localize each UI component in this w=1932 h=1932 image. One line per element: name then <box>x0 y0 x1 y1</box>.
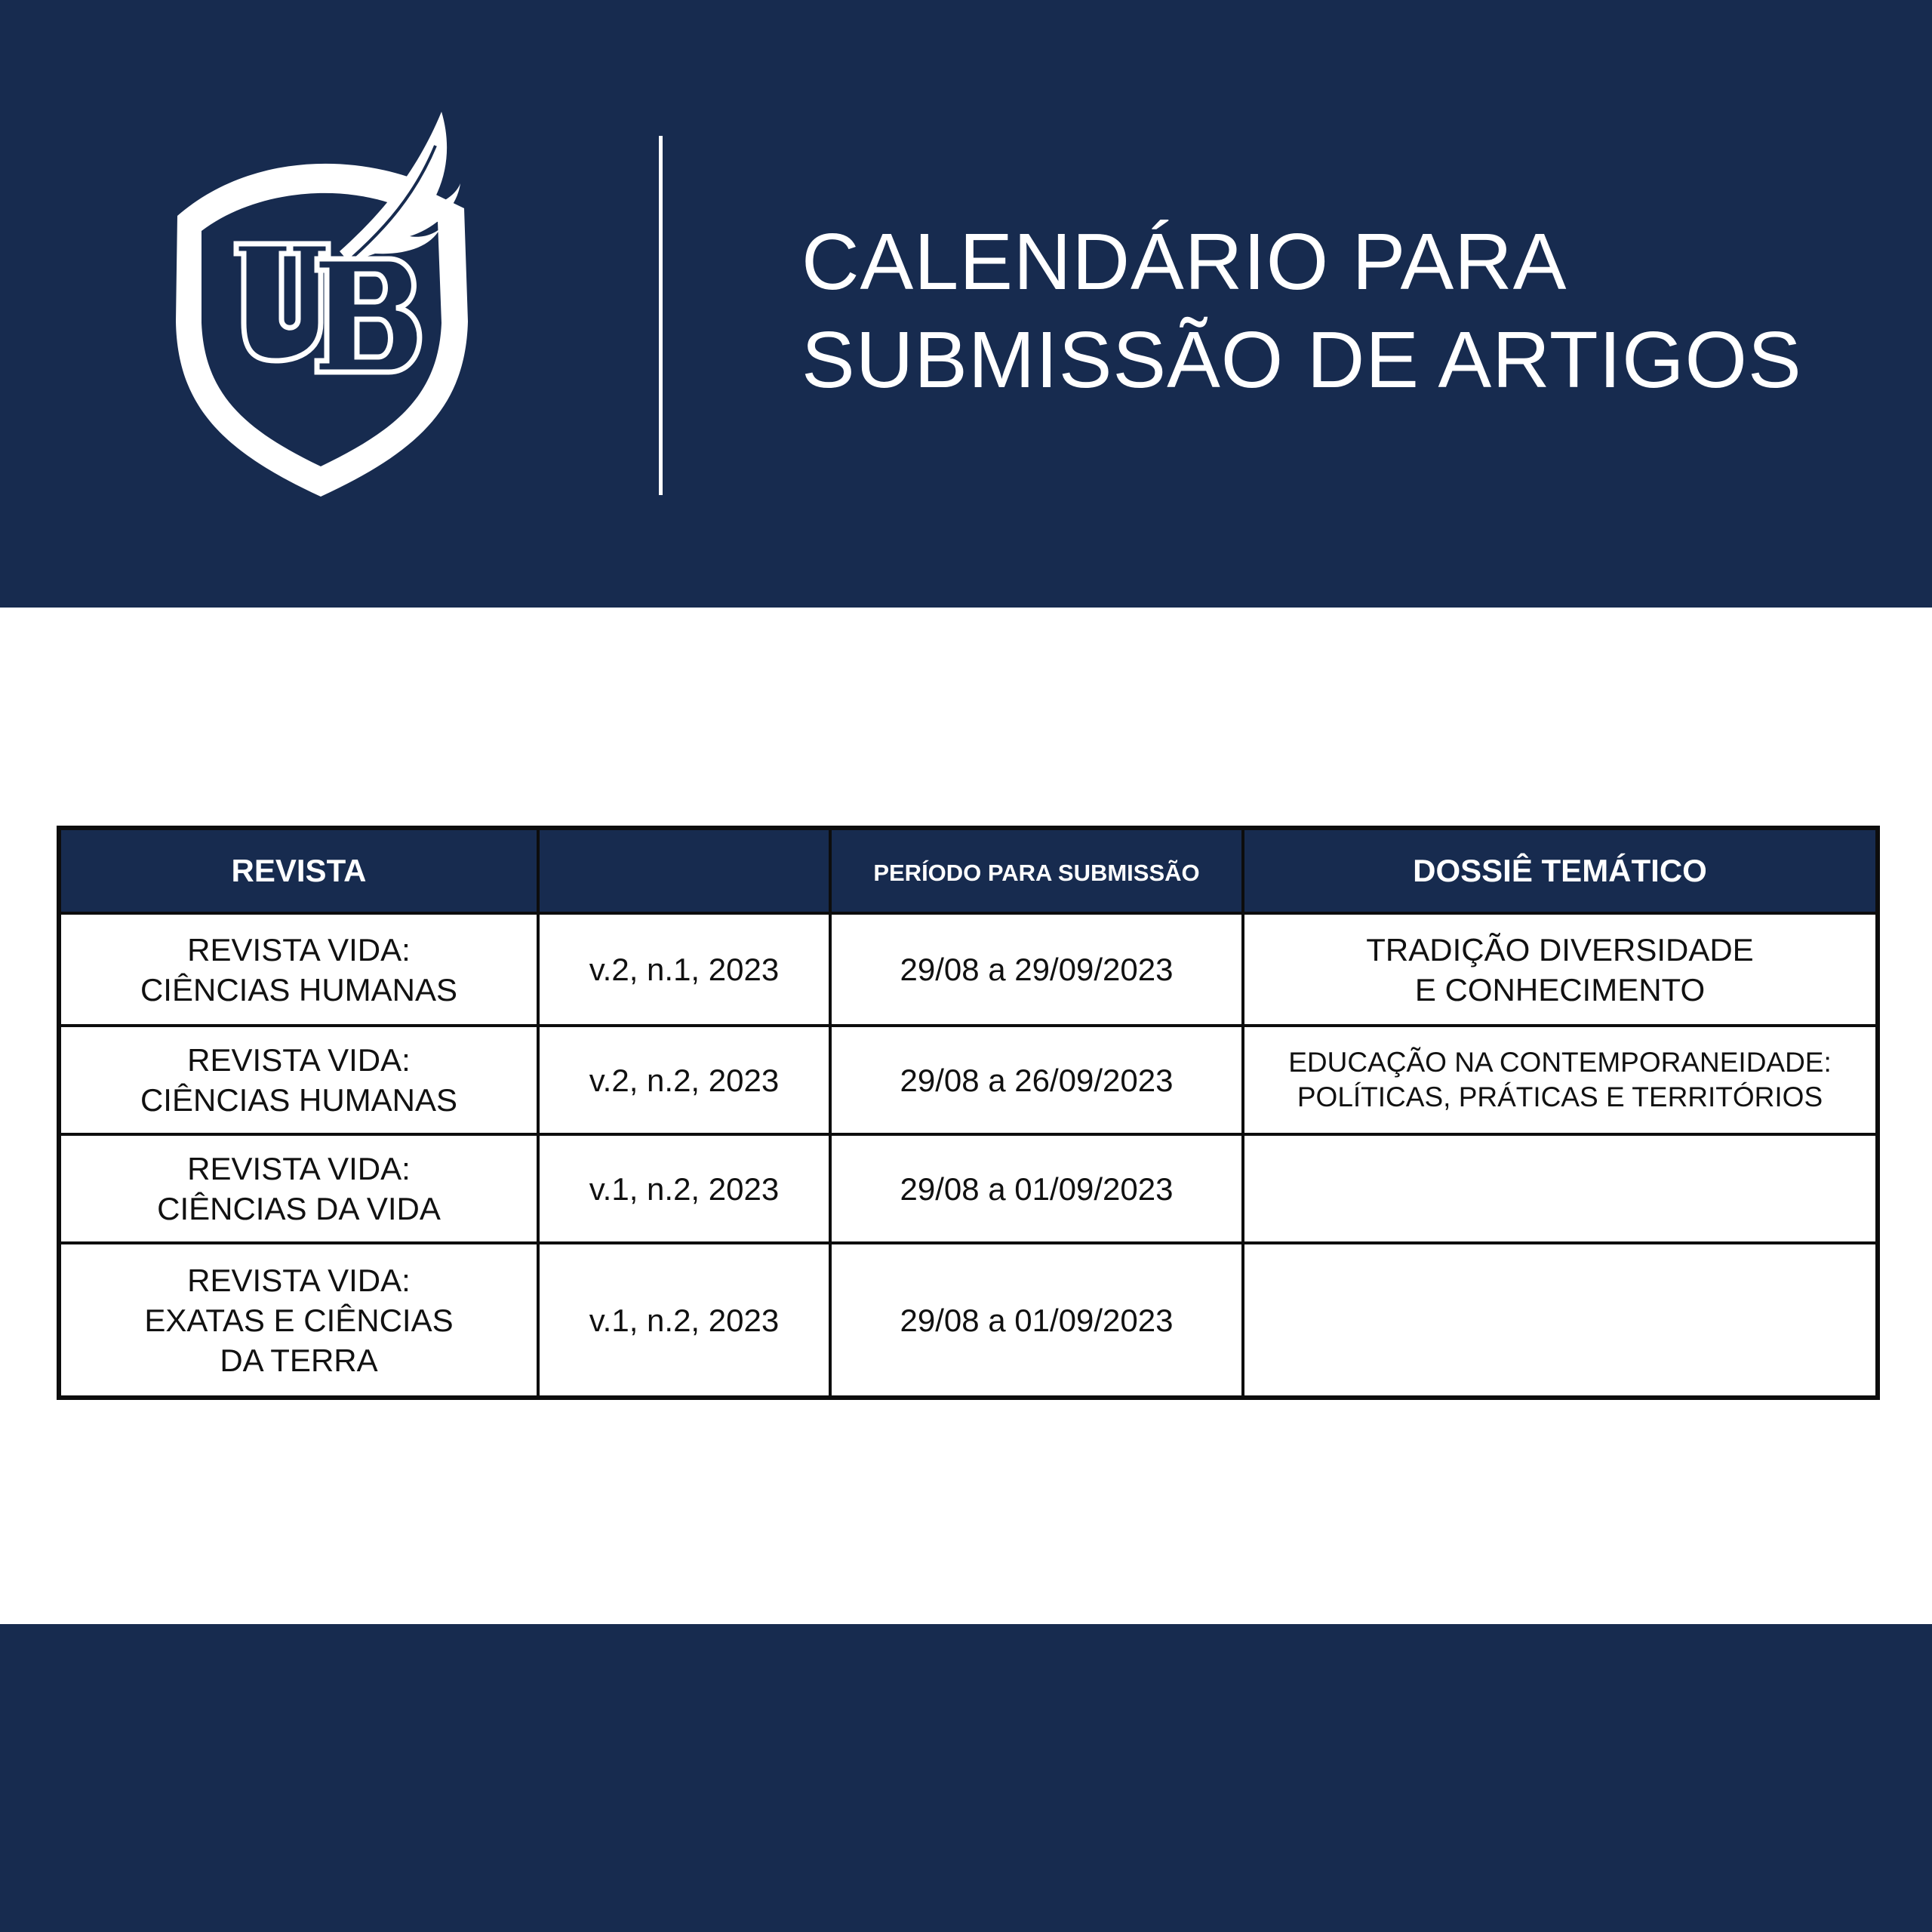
cell-dossie <box>1243 1243 1878 1398</box>
table-row <box>59 1243 1878 1398</box>
cell-dossie <box>1243 913 1878 1026</box>
cell-periodo: 29/08 a 26/09/2023 <box>830 1026 1243 1134</box>
revista-line: CIÊNCIAS HUMANAS <box>140 971 458 1008</box>
dossie-line: EDUCAÇÃO NA CONTEMPORANEIDADE: <box>1288 1047 1832 1078</box>
submission-calendar-table <box>57 826 1880 1400</box>
dossie-line: POLÍTICAS, PRÁTICAS E TERRITÓRIOS <box>1297 1081 1823 1112</box>
footer-banner <box>0 1624 1932 1932</box>
cell-periodo: 29/08 a 01/09/2023 <box>830 1134 1243 1243</box>
title-line-2: SUBMISSÃO DE ARTIGOS <box>801 315 1802 405</box>
cell-dossie <box>1243 1134 1878 1243</box>
revista-line: REVISTA VIDA: <box>187 1042 411 1078</box>
cell-dossie <box>1243 1026 1878 1134</box>
table-row <box>59 1134 1878 1243</box>
revista-line: CIÊNCIAS HUMANAS <box>140 1082 458 1118</box>
revista-line: DA TERRA <box>220 1342 378 1378</box>
cell-periodo: 29/08 a 29/09/2023 <box>830 913 1243 1026</box>
revista-line: REVISTA VIDA: <box>187 931 411 968</box>
revista-line: REVISTA VIDA: <box>187 1262 411 1298</box>
shield-quill-icon <box>170 104 479 504</box>
header-dossie: DOSSIÊ TEMÁTICO <box>1243 828 1878 913</box>
cell-edicao: v.2, n.2, 2023 <box>538 1026 830 1134</box>
dossie-line: TRADIÇÃO DIVERSIDADE <box>1366 931 1754 968</box>
title-line-1: CALENDÁRIO PARA <box>801 217 1567 306</box>
header-edicao <box>538 828 830 913</box>
header-banner <box>0 0 1932 608</box>
header-revista: REVISTA <box>59 828 538 913</box>
table-row <box>59 913 1878 1026</box>
cell-revista <box>59 1026 538 1134</box>
cell-edicao: v.1, n.2, 2023 <box>538 1243 830 1398</box>
header-periodo: PERÍODO PARA SUBMISSÃO <box>830 828 1243 913</box>
page-title <box>801 213 1896 409</box>
revista-line: REVISTA VIDA: <box>187 1151 411 1186</box>
cell-revista <box>59 1243 538 1398</box>
cell-periodo: 29/08 a 01/09/2023 <box>830 1243 1243 1398</box>
cell-revista <box>59 1134 538 1243</box>
revista-line: EXATAS E CIÊNCIAS <box>144 1302 454 1338</box>
dossie-line: E CONHECIMENTO <box>1414 971 1706 1008</box>
cell-edicao: v.2, n.1, 2023 <box>538 913 830 1026</box>
cell-edicao: v.1, n.2, 2023 <box>538 1134 830 1243</box>
cell-revista <box>59 913 538 1026</box>
table-header-row <box>59 828 1878 913</box>
revista-line: CIÊNCIAS DA VIDA <box>157 1191 441 1226</box>
header-divider <box>659 136 663 495</box>
table-row <box>59 1026 1878 1134</box>
